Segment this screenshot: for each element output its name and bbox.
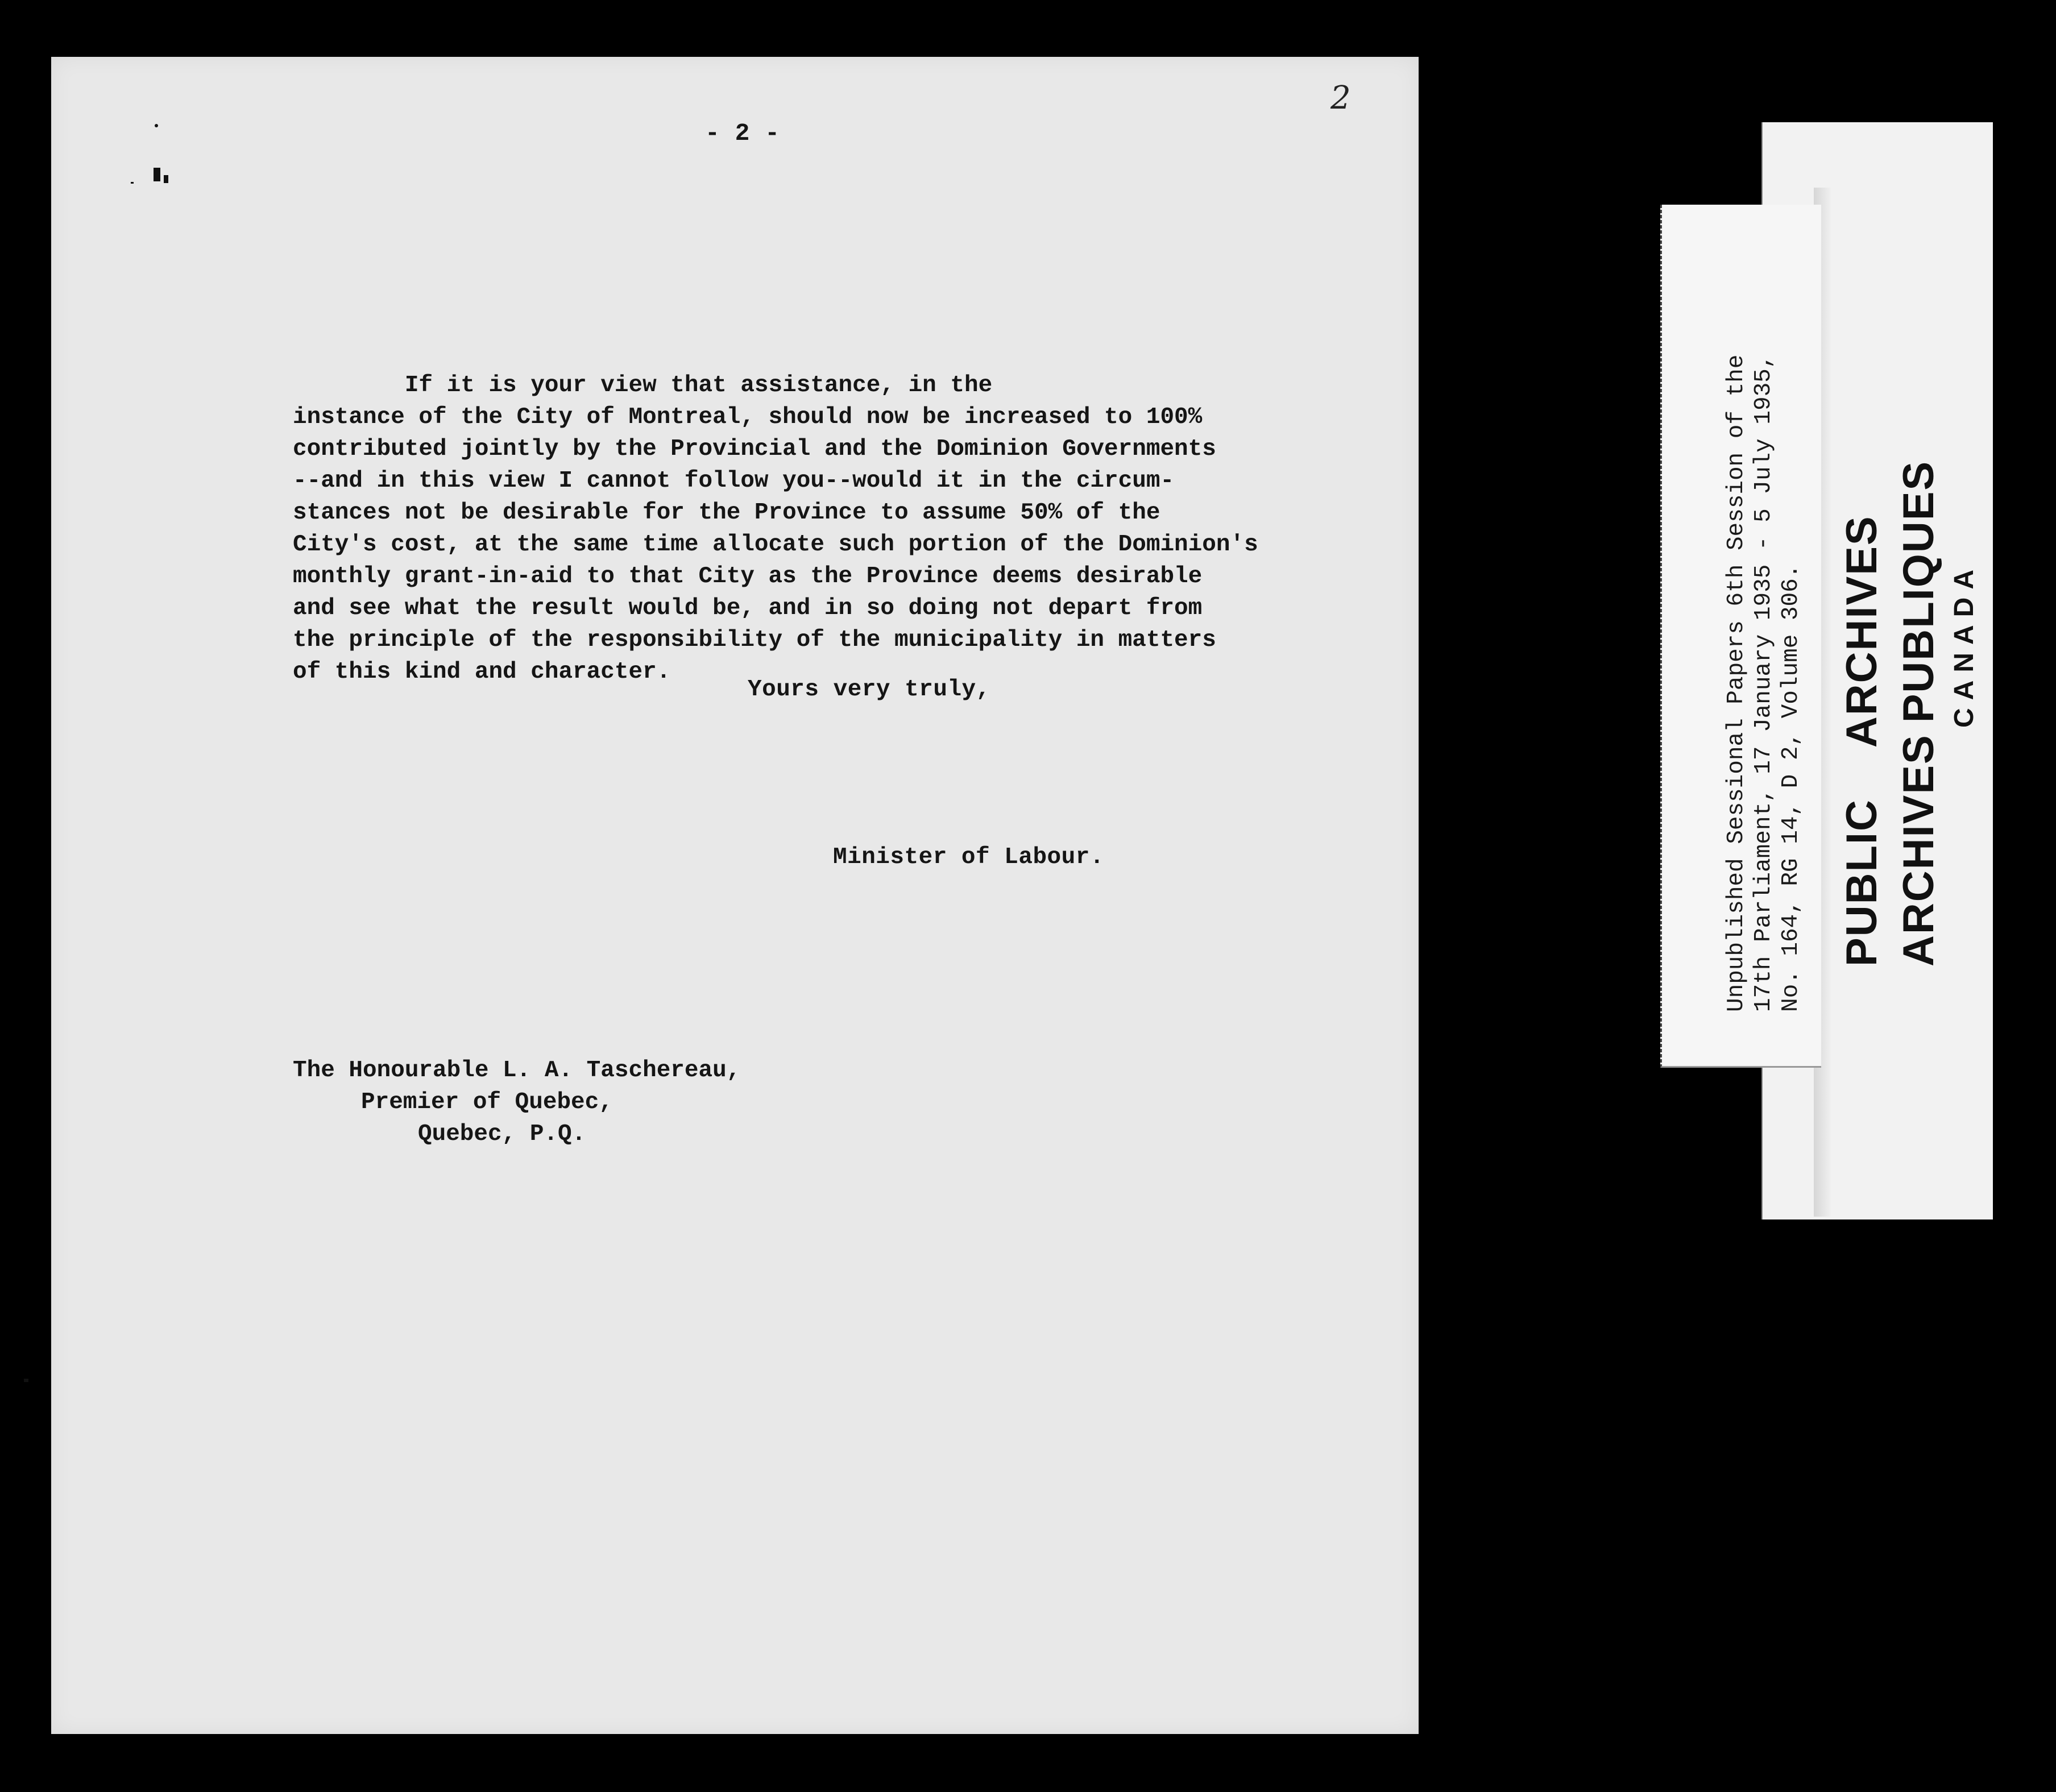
addressee-title: Premier of Quebec,	[361, 1089, 613, 1115]
body-line: City's cost, at the same time allocate such portion of the Dominion's	[293, 532, 1258, 558]
stamp-archives-en: ARCHIVES	[1838, 515, 1886, 748]
stray-mark-4	[131, 182, 134, 184]
addressee-location: Quebec, P.Q.	[418, 1121, 586, 1147]
body-line: instance of the City of Montreal, should now be increased to 100%	[293, 404, 1203, 430]
document-page	[51, 57, 1419, 1734]
signature-title: Minister of Labour.	[833, 844, 1104, 870]
page-number: - 2 -	[705, 119, 780, 147]
handwritten-page-mark: 2	[1330, 80, 1351, 117]
stray-mark-1	[155, 124, 158, 127]
stamp-line-english	[1834, 171, 1891, 966]
letter-body	[293, 370, 1373, 688]
body-line: the principle of the responsibility of the municipality in matters	[293, 627, 1216, 653]
stamp-archives-fr: ARCHIVES	[1895, 734, 1943, 966]
stamp-publiques: PUBLIQUES	[1895, 460, 1943, 723]
body-line: If it is your view that assistance, in the	[293, 372, 993, 399]
addressee-block	[293, 1055, 740, 1150]
body-line: stances not be desirable for the Province to assume 50% of the	[293, 500, 1160, 526]
addressee-name: The Honourable L. A. Taschereau,	[293, 1057, 741, 1084]
public-archives-stamp	[1834, 171, 1982, 966]
stamp-public: PUBLIC	[1838, 799, 1886, 966]
stamp-country: CANADA	[1949, 562, 1979, 728]
stray-mark-2	[154, 168, 160, 181]
caption-line: No. 164, RG 14, D 2, Volume 306.	[1778, 564, 1804, 1012]
caption-line: 17th Parliament, 17 January 1935 - 5 July 1935,	[1751, 354, 1777, 1012]
body-line: --and in this view I cannot follow you--would it in the circum-	[293, 468, 1175, 494]
caption-line: Unpublished Sessional Papers 6th Session of the	[1723, 354, 1750, 1012]
body-line: of this kind and character.	[293, 659, 671, 685]
sessional-papers-caption	[1723, 216, 1805, 1012]
stray-mark-5	[24, 1379, 28, 1382]
body-line: and see what the result would be, and in so doing not depart from	[293, 595, 1203, 621]
body-line: contributed jointly by the Provincial and the Dominion Governments	[293, 436, 1216, 462]
stray-mark-3	[164, 175, 168, 183]
body-line: monthly grant-in-aid to that City as the Province deems desirable	[293, 563, 1203, 590]
closing: Yours very truly,	[748, 677, 990, 703]
stamp-line-french	[1891, 171, 1947, 966]
